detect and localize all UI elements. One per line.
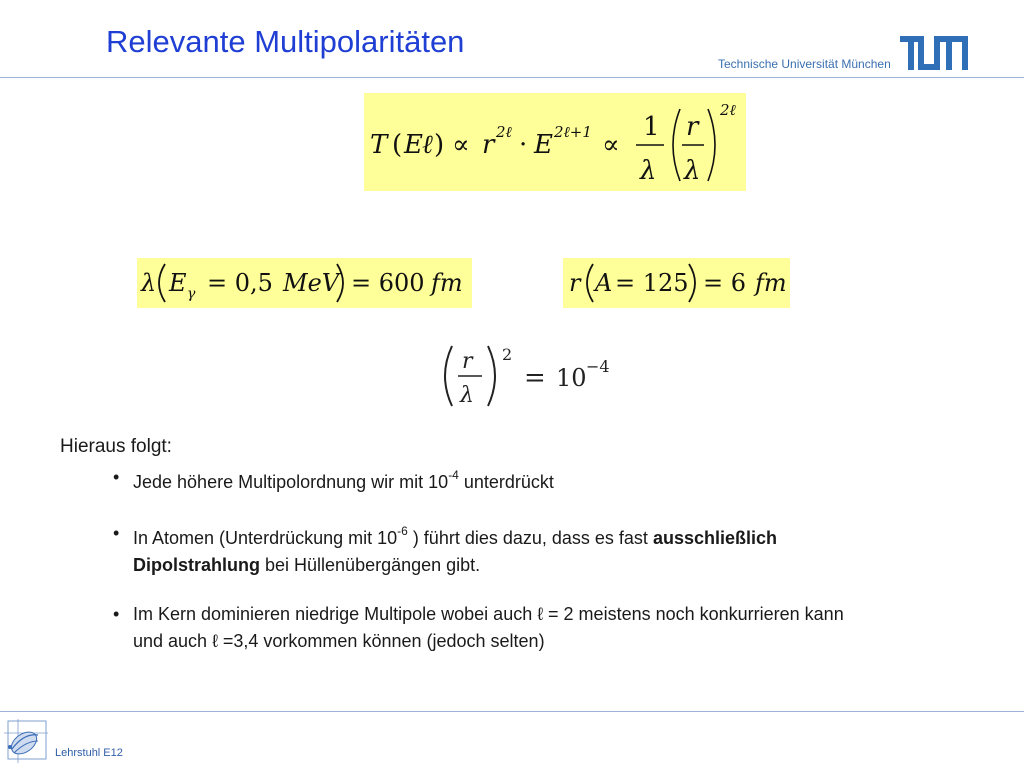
formula-wavelength [137,258,472,308]
formula-symbol: fm [431,269,463,297]
formula-symbol: r [482,130,495,160]
formula-symbol: r [462,349,473,374]
formula-symbol: r [686,112,699,142]
formula-symbol: A [595,269,613,297]
formula-symbol: = 6 [703,269,747,297]
bullet-text: In Atomen (Unterdrückung mit 10 [133,528,398,548]
formula-symbol: = 0,5 [207,269,273,297]
formula-symbol: ∝ [452,130,470,160]
formula-symbol: MeV [283,269,340,297]
bullet-dot: • [113,467,120,487]
university-name: Technische Universität München [718,57,891,71]
formula-symbol: · [519,130,528,160]
bullet-emphasis: ausschließlich Dipolstrahlung [133,528,777,575]
bullet-text: bei Hüllenübergängen gibt. [260,555,481,575]
footer-label: Lehrstuhl E12 [55,747,123,759]
tum-logo [900,36,968,70]
bullet-text: Jede höhere Multipolordnung wir mit 10 [133,472,449,492]
formula-nuclear-radius [563,258,790,308]
formula-subscript: γ [187,286,196,302]
formula-symbol: ( [392,130,403,160]
bullet-dot: • [113,604,120,624]
formula-symbol: λ [684,156,701,186]
section-lead: Hieraus folgt: [60,436,172,457]
formula-symbol: λ [460,383,474,408]
formula-exponent: 2ℓ [720,101,736,119]
formula-symbol: r [569,269,581,297]
footer-divider [0,711,1024,712]
formula-exponent: 2ℓ [496,123,512,141]
formula-symbol: ℓ [422,130,433,160]
bullet-text: ) führt dies dazu, dass es fast [407,528,653,548]
formula-transition-rate [364,93,746,191]
formula-exponent: −4 [586,357,610,376]
formula-exponent: 2 [502,345,513,364]
bullet-superscript: -4 [448,468,459,482]
bullet-text: Im Kern dominieren niedrige Multipole wobei auch ℓ = 2 meistens noch konkurrieren kann und auch ℓ =3,4 vorkommen können (jedoch selten) [133,604,844,651]
formula-symbol: T [370,130,388,160]
bullet-dot: • [113,523,120,543]
chair-logo-icon [4,719,48,763]
formula-symbol: 1 [643,112,660,142]
formula-symbol: E [534,130,553,160]
formula-symbol: E [404,130,423,160]
formula-symbol: = 125 [615,269,689,297]
formula-symbol: λ [640,156,657,186]
formula-exponent: 2ℓ+1 [554,123,592,141]
slide-title: Relevante Multipolaritäten [106,24,465,59]
formula-symbol: E [169,269,187,297]
formula-symbol: = [524,363,546,393]
formula-symbol: λ [141,269,157,297]
formula-symbol: ) [434,130,445,160]
formula-ratio [438,340,628,412]
formula-symbol: ∝ [602,130,620,160]
formula-symbol: = 600 [351,269,425,297]
bullet-text: unterdrückt [458,472,554,492]
bullet-superscript: -6 [397,524,408,538]
header-divider [0,77,1024,78]
formula-symbol: 10 [556,364,587,392]
formula-symbol: fm [755,269,787,297]
